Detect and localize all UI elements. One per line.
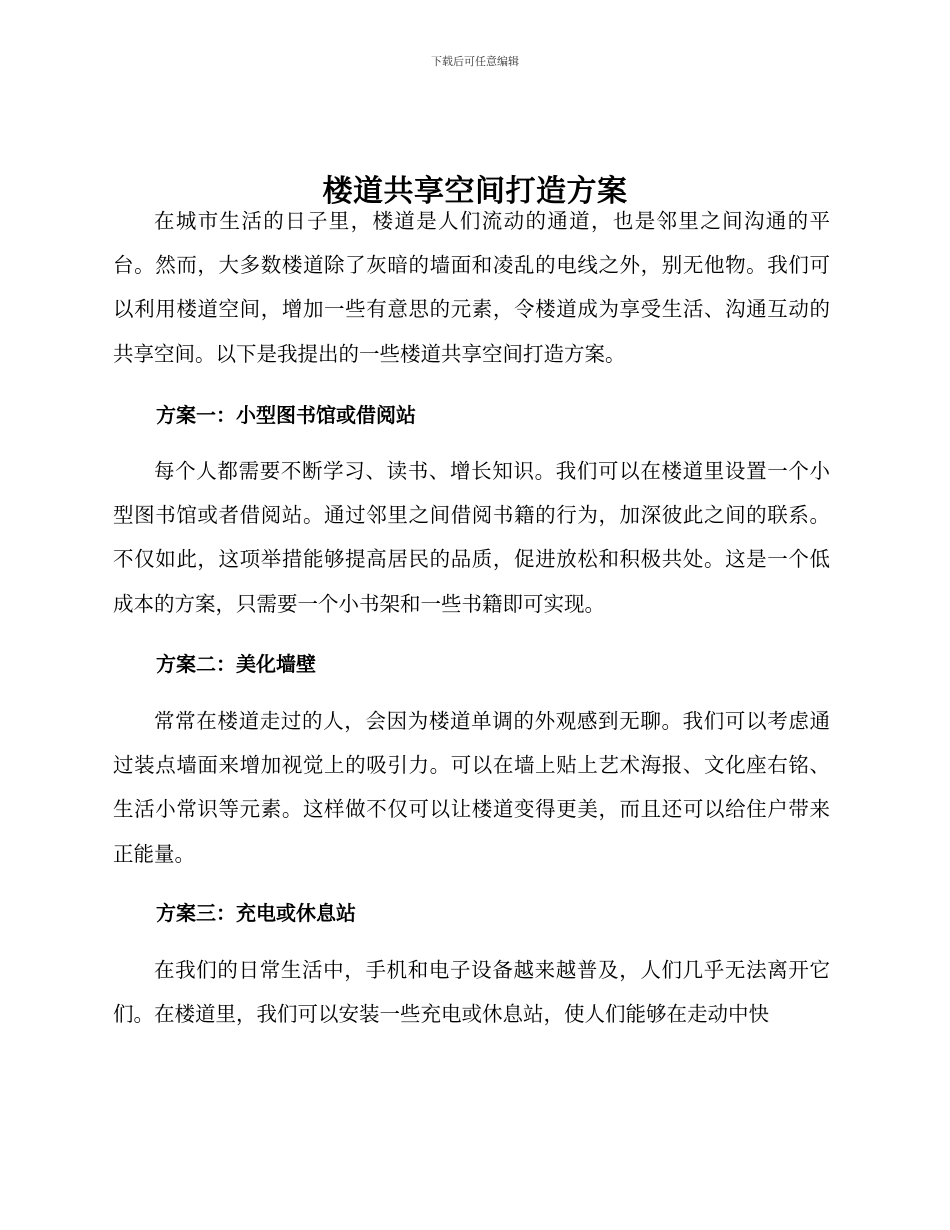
intro-paragraph: 在城市生活的日子里，楼道是人们流动的通道，也是邻里之间沟通的平台。然而，大多数楼道除了灰暗的墙面和凌乱的电线之外，别无他物。我们可以利用楼道空间，增加一些有意思的元素，令楼道成为享受生活、沟通互动的共享空间。以下是我提出的一些楼道共享空间打造方案。 (113, 209, 830, 366)
page-header-note: 下载后可任意编辑 (431, 55, 519, 68)
section-body-1: 每个人都需要不断学习、读书、增长知识。我们可以在楼道里设置一个小型图书馆或者借阅站。通过邻里之间借阅书籍的行为，加深彼此之间的联系。不仅如此，这项举措能够提高居民的品质，促进放松和积极共处。这是一个低成本的方案，只需要一个小书架和一些书籍即可实现。 (113, 459, 830, 616)
section-body-2: 常常在楼道走过的人，会因为楼道单调的外观感到无聊。我们可以考虑通过装点墙面来增加视觉上的吸引力。可以在墙上贴上艺术海报、文化座右铭、生活小常识等元素。这样做不仅可以让楼道变得更美，而且还可以给住户带来正能量。 (113, 709, 830, 866)
section-heading-2: 方案二：美化墙壁 (156, 652, 316, 676)
document-title: 楼道共享空间打造方案 (322, 174, 628, 210)
section-body-3: 在我们的日常生活中，手机和电子设备越来越普及，人们几乎无法离开它们。在楼道里，我们可以安装一些充电或休息站，使人们能够在走动中快 (113, 958, 830, 1027)
section-heading-3: 方案三：充电或休息站 (156, 901, 356, 925)
section-heading-1: 方案一：小型图书馆或借阅站 (156, 403, 416, 427)
